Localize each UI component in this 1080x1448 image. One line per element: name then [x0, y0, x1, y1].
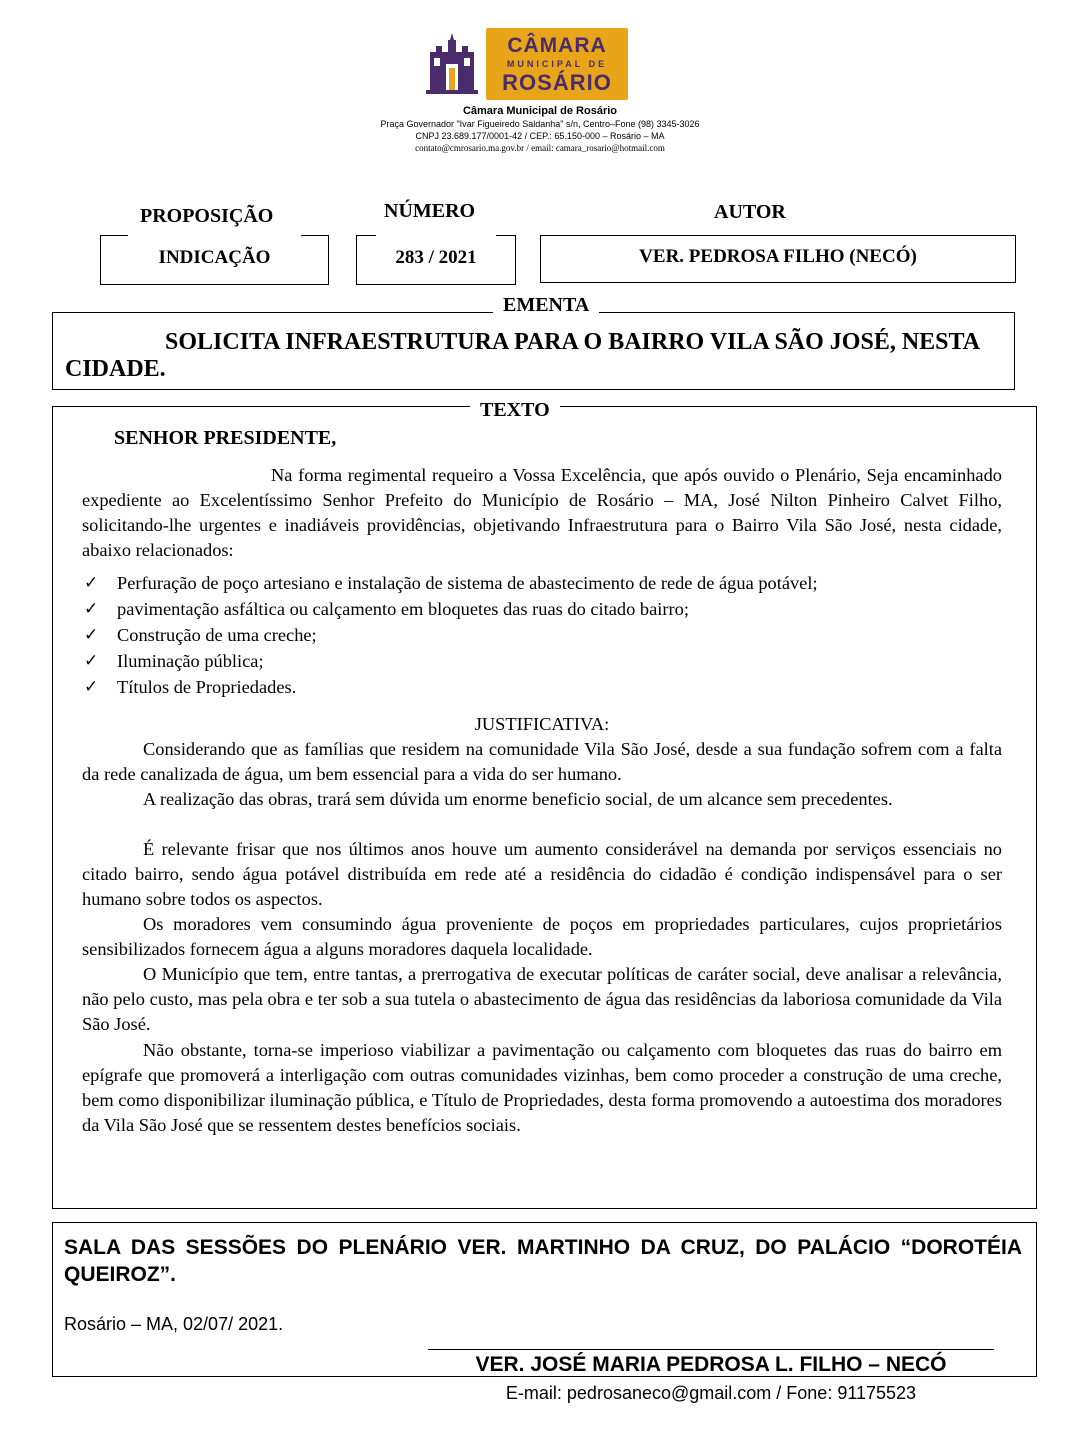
justificativa-paragraph: A realização das obras, trará sem dúvida um enorme beneficio social, de um alcance sem precedentes.: [143, 789, 893, 809]
ementa-text: SOLICITA INFRAESTRUTURA PARA O BAIRRO VILA SÃO JOSÉ, NESTA CIDADE.: [65, 329, 979, 382]
list-item: ✓ Perfuração de poço artesiano e instalação de sistema de abastecimento de rede de água potável;: [82, 570, 1002, 596]
tower-emblem-icon: [424, 30, 480, 96]
logo-title: CÂMARA: [507, 34, 607, 57]
list-item: ✓ Construção de uma creche;: [82, 622, 1002, 648]
signature-line: [428, 1349, 994, 1350]
ementa-box: [52, 312, 1015, 390]
proposicao-value: INDICAÇÃO: [158, 247, 271, 268]
checkmark-icon: ✓: [84, 599, 99, 618]
logo-plate: [486, 28, 628, 100]
institution-cnpj: CNPJ 23.689.177/0001-42 / CEP.: 65.150-000 – Rosário – MA: [415, 131, 665, 141]
list-item: ✓ pavimentação asfáltica ou calçamento em bloquetes das ruas do citado bairro;: [82, 596, 1002, 622]
checkmark-icon: ✓: [84, 677, 99, 696]
proposicao-box: [100, 235, 329, 285]
autor-value: VER. PEDROSA FILHO (NECÓ): [639, 246, 917, 267]
numero-value: 283 / 2021: [395, 247, 477, 268]
texto-label: TEXTO: [470, 400, 560, 420]
logo-city: ROSÁRIO: [502, 70, 612, 95]
salutation: SENHOR PRESIDENTE,: [114, 427, 337, 449]
justificativa-title: JUSTIFICATIVA:: [474, 714, 610, 734]
logo-subtitle: MUNICIPAL DE: [506, 59, 608, 69]
numero-box: [356, 235, 516, 285]
checkmark-icon: ✓: [84, 573, 99, 592]
checkmark-icon: ✓: [84, 625, 99, 644]
logo: [424, 28, 628, 102]
signer-name: VER. JOSÉ MARIA PEDROSA L. FILHO – NECÓ: [475, 1353, 947, 1376]
intro-paragraph: Na forma regimental requeiro a Vossa Excelência, que após ouvido o Plenário, Seja encaminhado expediente ao Excelentíssimo Senhor Prefeito do Município de Rosário – MA, José Nilton Pinheiro Calvet Filho, solicitando-lhe urgentes e inadiáveis providências, objetivando Infraestrutura para o Bairro Vila São José, nesta cidade, abaixo relacionados:: [82, 465, 1002, 560]
institution-address: Praça Governador "Ivar Figueiredo Saldanha" s/n, Centro–Fone (98) 3345-3026: [380, 119, 700, 129]
checkmark-icon: ✓: [84, 651, 99, 670]
request-list: [82, 570, 1002, 700]
autor-label: AUTOR: [714, 201, 786, 223]
proposicao-label: PROPOSIÇÃO: [140, 205, 274, 227]
justificativa-paragraph: Os moradores vem consumindo água proveniente de poços em propriedades particulares, cujos proprietários sensibilizados fornecem água a alguns moradores daquela localidade.: [82, 914, 1002, 959]
session-title: SALA DAS SESSÕES DO PLENÁRIO VER. MARTINHO DA CRUZ, DO PALÁCIO “DOROTÉIA QUEIROZ”.: [64, 1236, 1022, 1286]
justificativa-paragraph: O Município que tem, entre tantas, a prerrogativa de executar políticas de caráter social, deve analisar a relevância, não pelo custo, mas pela obra e ter sob a sua tutela o abastecimento de água das residências da laboriosa comunidade da Vila São José.: [82, 964, 1002, 1034]
date-line: Rosário – MA, 02/07/ 2021.: [64, 1314, 284, 1334]
justificativa-paragraph: Não obstante, torna-se imperioso viabilizar a pavimentação ou calçamento com bloquetes das ruas do bairro em epígrafe que promoverá a interligação com outras comunidades vizinhas, bem como proceder a construção de uma creche, bem como disponibilizar iluminação pública, e Título de Propriedades, desta forma promovendo a autoestima dos moradores da Vila São José que se ressentem destes benefícios sociais.: [82, 1040, 1002, 1135]
autor-box: [540, 235, 1016, 283]
numero-label: NÚMERO: [384, 200, 476, 222]
signer-contact: E-mail: pedrosaneco@gmail.com / Fone: 91175523: [505, 1383, 917, 1403]
list-item: ✓ Iluminação pública;: [82, 648, 1002, 674]
institution-contact: contato@cmrosario.ma.gov.br / email: camara_rosario@hotmail.com: [415, 143, 665, 153]
justificativa-paragraph: Considerando que as famílias que residem na comunidade Vila São José, desde a sua fundação sofrem com a falta da rede canalizada de água, um bem essencial para a vida do ser humano.: [82, 739, 1002, 784]
ementa-label: EMENTA: [493, 295, 599, 315]
list-item: ✓ Títulos de Propriedades.: [82, 674, 1002, 700]
justificativa-paragraph: É relevante frisar que nos últimos anos houve um aumento considerável na demanda por serviços essenciais no citado bairro, sendo água potável distribuída em rede até a residência do cidadão é condição indispensável para o ser humano sobre todos os aspectos.: [82, 839, 1002, 909]
institution-name: Câmara Municipal de Rosário: [462, 105, 618, 117]
